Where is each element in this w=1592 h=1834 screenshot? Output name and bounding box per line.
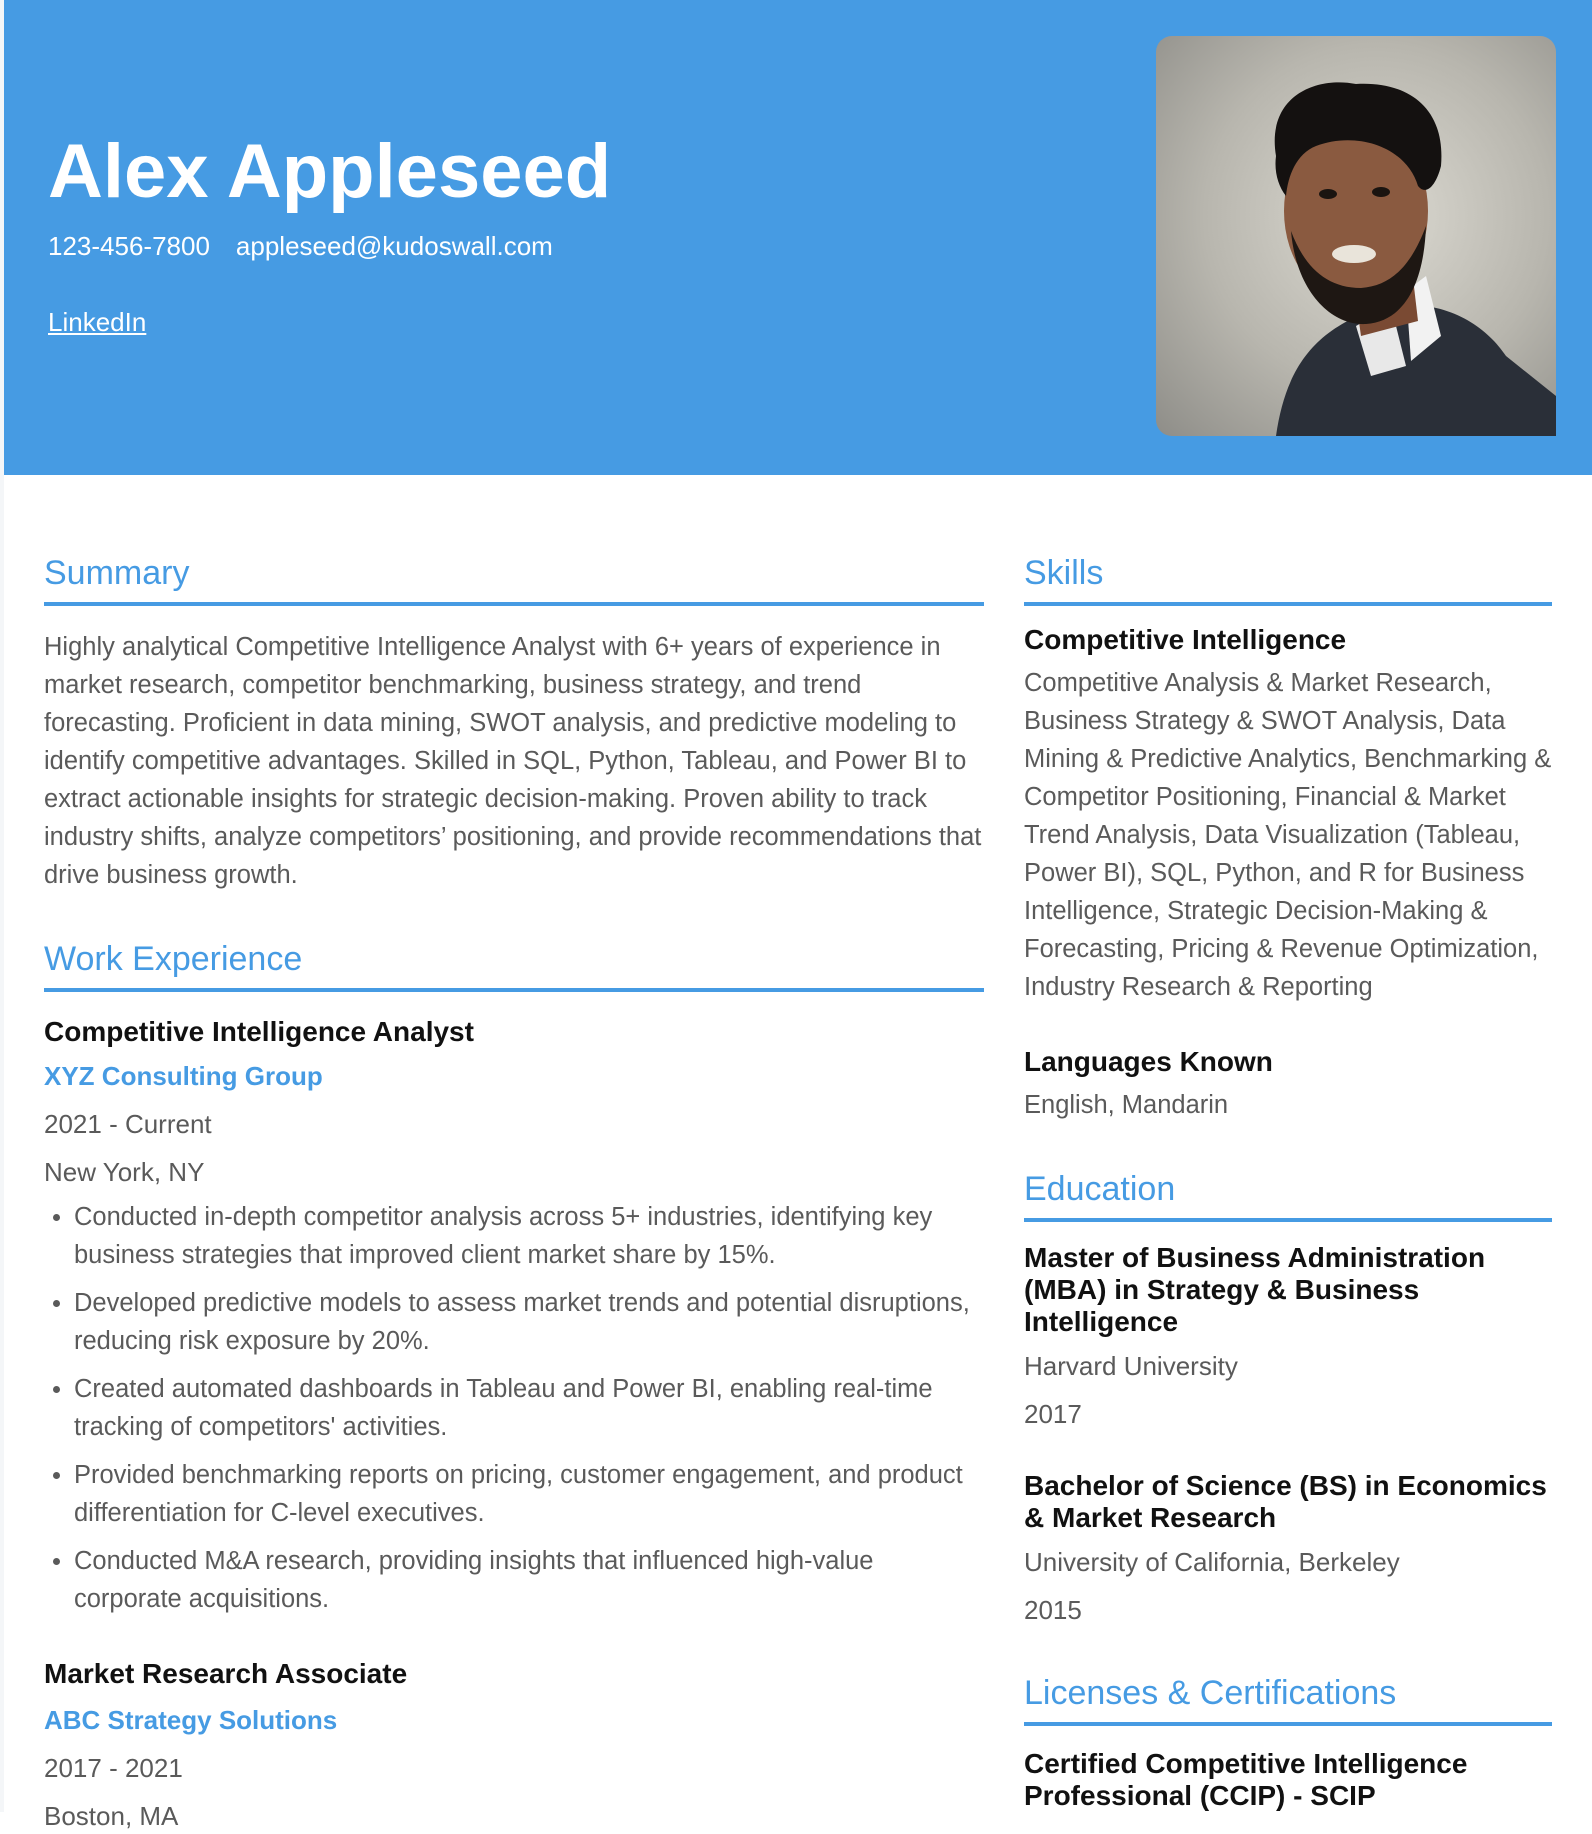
contact-line	[48, 230, 553, 262]
phone-number: 123-456-7800	[48, 231, 210, 261]
job-title: Market Research Associate	[44, 1658, 408, 1689]
degree-title: Master of Business Administration (MBA) in Strategy & Business Intelligence	[1024, 1242, 1486, 1337]
job-location: Boston, MA	[44, 1801, 179, 1831]
certifications-heading: Licenses & Certifications	[1024, 1668, 1552, 1726]
skill-group-text: Competitive Analysis & Market Research, Business Strategy & SWOT Analysis, Data Mining & Predictive Analytics, Benchmarking & Competitor Positioning, Financial & Market Trend Analysis, Data Visualization (Tableau, Power BI), SQL, Python, and R for Business Intelligence, Strategic Decision-Making & Forecasting, Pricing & Revenue Optimization, Industry Research & Reporting	[1024, 669, 1552, 1001]
right-column	[1024, 548, 1552, 1812]
left-column	[44, 548, 984, 1834]
linkedin-link[interactable]: LinkedIn	[48, 307, 147, 337]
job-entry	[44, 1014, 984, 1618]
job-entry	[44, 1656, 984, 1834]
school-name: University of California, Berkeley	[1024, 1547, 1400, 1577]
company-name: ABC Strategy Solutions	[44, 1705, 338, 1735]
education-entry	[1024, 1242, 1552, 1432]
profile-photo-illustration	[1156, 36, 1556, 436]
summary-heading: Summary	[44, 548, 984, 606]
company-name: XYZ Consulting Group	[44, 1061, 323, 1091]
skill-group	[1024, 1046, 1552, 1124]
skill-group-title: Languages Known	[1024, 1046, 1273, 1077]
skill-group-text: English, Mandarin	[1024, 1091, 1229, 1119]
job-bullet: Developed predictive models to assess market trends and potential disruptions, reducing risk exposure by 20%.	[44, 1284, 984, 1360]
skill-group	[1024, 624, 1552, 1006]
job-bullets	[44, 1198, 984, 1618]
certification-entry	[1024, 1748, 1552, 1812]
experience-heading: Work Experience	[44, 934, 984, 992]
profile-photo	[1156, 36, 1556, 436]
job-dates: 2021 - Current	[44, 1109, 212, 1139]
skills-heading: Skills	[1024, 548, 1552, 606]
job-bullet: Conducted M&A research, providing insights that influenced high-value corporate acquisitions.	[44, 1542, 984, 1618]
email-address: appleseed@kudoswall.com	[235, 231, 553, 261]
skill-group-title: Competitive Intelligence	[1024, 624, 1347, 655]
job-bullet: Created automated dashboards in Tableau and Power BI, enabling real-time tracking of competitors' activities.	[44, 1370, 984, 1446]
resume-header	[4, 0, 1592, 475]
job-dates: 2017 - 2021	[44, 1753, 183, 1783]
job-bullet: Provided benchmarking reports on pricing, customer engagement, and product differentiation for C-level executives.	[44, 1456, 984, 1532]
job-title: Competitive Intelligence Analyst	[44, 1016, 474, 1047]
graduation-year: 2015	[1024, 1595, 1082, 1625]
school-name: Harvard University	[1024, 1351, 1238, 1381]
education-heading: Education	[1024, 1164, 1552, 1222]
summary-text: Highly analytical Competitive Intelligence Analyst with 6+ years of experience in market research, competitor benchmarking, business strategy, and trend forecasting. Proficient in data mining, SWOT analysis, and predictive modeling to identify competitive advantages. Skilled in SQL, Python, Tableau, and Power BI to extract actionable insights for strategic decision-making. Proven ability to track industry shifts, analyze competitors’ positioning, and provide recommendations that drive business growth.	[44, 633, 982, 889]
certification-name: Certified Competitive Intelligence Professional (CCIP) - SCIP	[1024, 1748, 1468, 1811]
graduation-year: 2017	[1024, 1399, 1082, 1429]
degree-title: Bachelor of Science (BS) in Economics & Market Research	[1024, 1470, 1547, 1533]
education-entry	[1024, 1470, 1552, 1628]
job-bullet: Conducted in-depth competitor analysis across 5+ industries, identifying key business strategies that improved client market share by 15%.	[44, 1198, 984, 1274]
job-location: New York, NY	[44, 1157, 205, 1187]
candidate-name: Alex Appleseed	[48, 129, 612, 214]
